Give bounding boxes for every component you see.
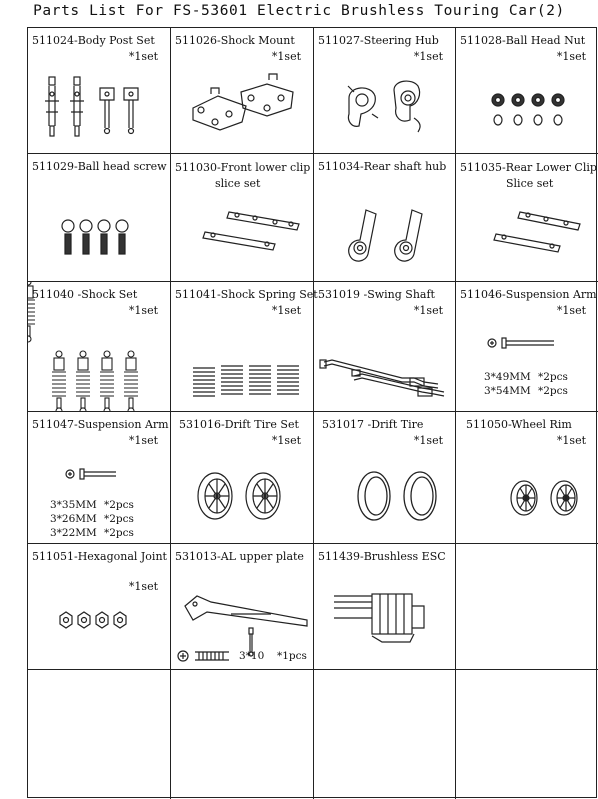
- ball-head-screw-illustration: [28, 154, 171, 282]
- part-qty: *1set: [413, 50, 443, 63]
- spec-count: *2pcs: [538, 385, 568, 397]
- part-cell-hexagonal-joint: [28, 544, 171, 670]
- part-cell-drift-tire-set: [171, 412, 314, 544]
- part-cell-front-lower-clip: [171, 154, 314, 282]
- part-cell-shock-set: [28, 282, 171, 412]
- spec-count: *2pcs: [104, 499, 134, 511]
- steering-hub-illustration: [314, 28, 456, 154]
- rear-shaft-hub-illustration: [314, 154, 456, 282]
- hexagonal-joint-illustration: [28, 544, 171, 670]
- part-qty: *1set: [556, 434, 586, 447]
- part-qty: *1set: [271, 50, 301, 63]
- spec-size: 3*26MM: [50, 513, 97, 525]
- spec-row: [50, 512, 134, 526]
- part-cell-ball-head-nut: [456, 28, 598, 154]
- part-cell-shock-mount: [171, 28, 314, 154]
- part-name: 511034-Rear shaft hub: [318, 160, 447, 173]
- part-qty: *1set: [128, 50, 158, 63]
- part-qty: *1set: [413, 304, 443, 317]
- part-name: 511035-Rear Lower Clip: [460, 161, 597, 174]
- part-qty: *1set: [556, 50, 586, 63]
- part-cell-brushless-esc: [314, 544, 456, 670]
- part-cell-shock-spring-set: [171, 282, 318, 412]
- part-name: 511040 -Shock Set: [32, 288, 138, 301]
- part-name: 511050-Wheel Rim: [466, 418, 572, 431]
- part-qty: *1set: [556, 304, 586, 317]
- ball-head-nut-illustration: [456, 28, 598, 154]
- part-qty: *1set: [128, 434, 158, 447]
- part-name: 511047-Suspension Arm: [32, 418, 169, 431]
- part-qty: *1set: [271, 304, 301, 317]
- part-cell-suspension-arm-2: [28, 412, 171, 544]
- part-name: 511029-Ball head screw: [32, 160, 167, 173]
- part-cell-ball-head-screw: [28, 154, 171, 282]
- part-cell-suspension-arm-1: [456, 282, 598, 412]
- spec-count: *2pcs: [538, 371, 568, 383]
- part-name: 511024-Body Post Set: [32, 34, 155, 47]
- spec-size: 3*35MM: [50, 499, 97, 511]
- spec-size: 3*49MM: [484, 371, 531, 383]
- shock-set-illustration: [28, 282, 171, 412]
- part-qty: *1set: [128, 580, 158, 593]
- empty-cell: [314, 670, 456, 799]
- part-name: 531016-Drift Tire Set: [179, 418, 299, 431]
- swing-shaft-illustration: [314, 282, 456, 412]
- part-cell-swing-shaft: [314, 282, 456, 412]
- front-lower-clip-illustration: [171, 154, 314, 282]
- part-name: 511026-Shock Mount: [175, 34, 295, 47]
- empty-cell: [171, 670, 314, 799]
- part-name: 511028-Ball Head Nut: [460, 34, 586, 47]
- spec-size: 3*22MM: [50, 527, 97, 539]
- spec-row: [239, 649, 307, 663]
- part-name-line-2: Slice set: [506, 177, 554, 190]
- drift-tire-illustration: [314, 412, 456, 544]
- spec-row: [50, 498, 134, 512]
- shock-mount-illustration: [171, 28, 314, 154]
- part-cell-steering-hub: [314, 28, 456, 154]
- spec-size: 3*10: [239, 650, 265, 662]
- part-qty: *1set: [413, 434, 443, 447]
- part-name: 531013-AL upper plate: [175, 550, 304, 563]
- page-title: Parts List For FS-53601 Electric Brushless Touring Car(2): [33, 3, 565, 19]
- part-name: 511046-Suspension Arm: [460, 288, 597, 301]
- part-name: 511051-Hexagonal Joint: [32, 550, 167, 563]
- spec-list: [484, 370, 568, 398]
- part-name: 511030-Front lower clip: [175, 161, 311, 174]
- shock-spring-set-illustration: [171, 282, 314, 412]
- part-name-line-2: slice set: [215, 177, 261, 190]
- empty-cell: [456, 544, 598, 670]
- spec-row: [484, 370, 568, 384]
- spec-list: [50, 498, 134, 540]
- empty-cell: [456, 670, 598, 799]
- part-name: 511439-Brushless ESC: [318, 550, 446, 563]
- part-cell-al-upper-plate: [171, 544, 314, 670]
- part-cell-body-post-set: [28, 28, 171, 154]
- spec-size: 3*54MM: [484, 385, 531, 397]
- part-name: 531017 -Drift Tire: [322, 418, 424, 431]
- rear-lower-clip-illustration: [456, 154, 598, 282]
- spec-row: [484, 384, 568, 398]
- part-cell-rear-shaft-hub: [314, 154, 456, 282]
- part-cell-wheel-rim: [456, 412, 598, 544]
- part-cell-drift-tire: [314, 412, 456, 544]
- wheel-rim-illustration: [456, 412, 598, 544]
- empty-cell: [28, 670, 171, 799]
- part-qty: *1set: [271, 434, 301, 447]
- part-cell-rear-lower-clip: [456, 154, 598, 282]
- body-post-illustration: [28, 28, 171, 154]
- part-name: 511027-Steering Hub: [318, 34, 439, 47]
- spec-row: [50, 526, 134, 540]
- part-qty: *1set: [128, 304, 158, 317]
- part-name: 511041-Shock Spring Set: [175, 288, 318, 301]
- drift-tire-set-illustration: [171, 412, 314, 544]
- spec-list: [239, 649, 307, 663]
- spec-count: *1pcs: [277, 650, 307, 662]
- spec-count: *2pcs: [104, 513, 134, 525]
- brushless-esc-illustration: [314, 544, 456, 670]
- parts-grid: [27, 27, 597, 798]
- part-name: 531019 -Swing Shaft: [318, 288, 435, 301]
- spec-count: *2pcs: [104, 527, 134, 539]
